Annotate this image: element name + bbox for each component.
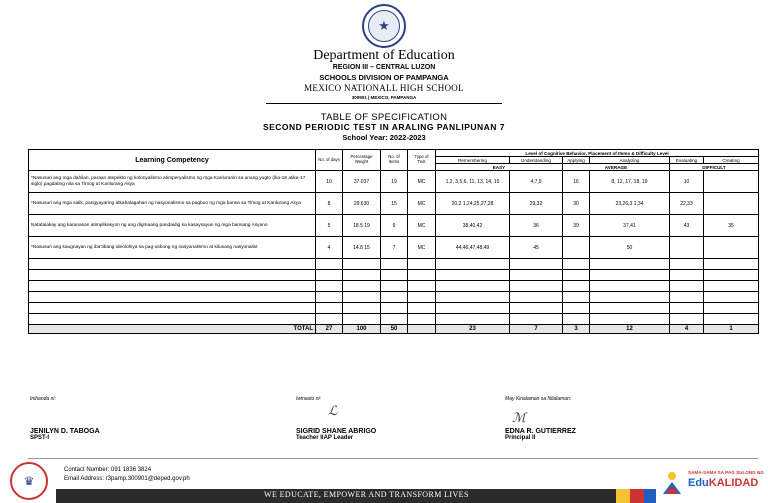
- division-name: SCHOOLS DIVISION OF PAMPANGA: [319, 73, 449, 82]
- checked-caption: Iwinasto ni:: [296, 396, 322, 402]
- signature-mark-checked: ℒ: [328, 403, 338, 418]
- row-creating: [704, 193, 759, 215]
- row-days: 10: [316, 171, 343, 193]
- row-type: MC: [408, 237, 436, 259]
- banner-stripe-blue: [644, 489, 656, 503]
- motto-banner: [56, 489, 656, 503]
- header-average: AVERAGE: [563, 164, 670, 171]
- row-type: MC: [408, 193, 436, 215]
- row-competency: Natataiakay ang karanasan atimplikasyon ng ang digmaang pandaidig sa kasaysayan ng mga bansang Asyano: [29, 215, 316, 237]
- approved-caption: May Kinalaman sa Nilalaman:: [505, 396, 572, 402]
- header-test-type: Type of Test: [408, 150, 436, 171]
- empty-row: [29, 259, 759, 270]
- region-name: REGION III – CENTRAL LUZON: [332, 64, 436, 71]
- motto-text: WE EDUCATE, EMPOWER AND TRANSFORM LIVES: [264, 490, 469, 499]
- row-analyzing: 23,26,3 1,34: [590, 193, 670, 215]
- prepared-role: SPST-I: [30, 435, 50, 441]
- signature-prepared: [30, 396, 100, 441]
- row-weight: 29.630: [343, 193, 381, 215]
- checked-name: SIGRID SHANE ABRIGO: [296, 428, 377, 435]
- total-items: 50: [381, 325, 408, 334]
- row-items: 15: [381, 193, 408, 215]
- header-applying: Applying: [563, 157, 590, 164]
- row-days: 4: [316, 237, 343, 259]
- edukalidad-mark-icon: [660, 468, 684, 496]
- header-difficult: DIFFICULT: [670, 164, 759, 171]
- edukalidad-logo: [660, 466, 764, 498]
- approved-role: Principal II: [505, 435, 536, 441]
- header-easy: EASY: [436, 164, 563, 171]
- contact-block: [64, 466, 190, 484]
- row-analyzing: 37,41: [590, 215, 670, 237]
- table-of-specification: [28, 149, 759, 334]
- document-title: TABLE OF SPECIFICATION: [320, 112, 448, 123]
- department-name: Department of Education: [313, 48, 455, 63]
- table-row: [29, 237, 759, 259]
- total-days: 27: [316, 325, 343, 334]
- row-remembering: 38,40,42: [436, 215, 510, 237]
- total-weight: 100: [343, 325, 381, 334]
- empty-row: [29, 270, 759, 281]
- row-weight: 18.5 19: [343, 215, 381, 237]
- row-days: 5: [316, 215, 343, 237]
- school-name: MEXICO NATIONALL HIGH SCHOOL: [304, 83, 464, 93]
- row-evaluating: 22,33: [670, 193, 704, 215]
- row-applying: 39: [563, 215, 590, 237]
- header-competency: Learning Competency: [29, 150, 316, 171]
- row-items: 19: [381, 171, 408, 193]
- row-weight: 37.037: [343, 171, 381, 193]
- deped-seal-logo: [362, 4, 406, 48]
- school-logo: ♛: [10, 462, 48, 500]
- row-understanding: 29,32: [510, 193, 563, 215]
- row-understanding: 45: [510, 237, 563, 259]
- header-creating: Creating: [704, 157, 759, 164]
- row-evaluating: 43: [670, 215, 704, 237]
- banner-stripe-red: [630, 489, 644, 503]
- banner-stripe-yellow: [616, 489, 630, 503]
- total-label: TOTAL: [29, 325, 316, 334]
- row-remembering: 1,2, 3,5,6, 11, 13, 14, 15: [436, 171, 510, 193]
- school-address: 300901 | MEXICO, PAMPANGA: [351, 95, 417, 100]
- header-cognitive: Level of Cognitive Behavior, Placement of Items & Difficulty Level: [436, 150, 759, 157]
- row-evaluating: 10: [670, 171, 704, 193]
- header-days: No. of days: [316, 150, 343, 171]
- row-applying: 30: [563, 193, 590, 215]
- footer-divider: [28, 458, 758, 459]
- test-title: SECOND PERIODIC TEST IN ARALING PANLIPUNAN 7: [262, 122, 506, 132]
- header-divider: [266, 103, 502, 104]
- row-items: 7: [381, 237, 408, 259]
- header-weight: Percentage Weight: [343, 150, 381, 171]
- row-evaluating: [670, 237, 704, 259]
- empty-row: [29, 292, 759, 303]
- signature-mark-approved: ℳ: [512, 410, 526, 425]
- row-analyzing: 8, 12, 17, 18, 19: [590, 171, 670, 193]
- empty-row: [29, 281, 759, 292]
- signature-checked: [296, 396, 376, 441]
- total-evaluating: 4: [670, 325, 704, 334]
- row-weight: 14.8 15: [343, 237, 381, 259]
- approved-name: EDNA R. GUTIERREZ: [505, 428, 576, 435]
- row-items: 9: [381, 215, 408, 237]
- row-analyzing: 50: [590, 237, 670, 259]
- total-remembering: 23: [436, 325, 510, 334]
- prepared-caption: Inihanda ni:: [30, 396, 56, 402]
- seal-center-icon: ★: [368, 10, 400, 42]
- row-understanding: 36: [510, 215, 563, 237]
- header-evaluating: Evaluating: [670, 157, 704, 164]
- row-type: MC: [408, 171, 436, 193]
- header-remembering: Remembering: [436, 157, 510, 164]
- contact-number: Contact Number: 091 1836 3824: [64, 467, 152, 473]
- edukalidad-wordmark: EduKALIDAD: [688, 477, 759, 489]
- empty-row: [29, 303, 759, 314]
- row-competency: *Nasusuri ang mga salik, pangyayaring atkahalagahan ng nasyonalismo sa pagbuo ng mga bansa sa Timog at Kanlurang Asya: [29, 193, 316, 215]
- total-applying: 3: [563, 325, 590, 334]
- row-creating: 35: [704, 215, 759, 237]
- school-year: School Year: 2022-2023: [342, 133, 426, 142]
- row-creating: [704, 171, 759, 193]
- total-analyzing: 12: [590, 325, 670, 334]
- row-remembering: 44,46,47,48,49: [436, 237, 510, 259]
- row-understanding: 4,7,9: [510, 171, 563, 193]
- header-items: No. of Items: [381, 150, 408, 171]
- table-row: [29, 215, 759, 237]
- table-row: [29, 193, 759, 215]
- row-applying: [563, 237, 590, 259]
- header-analyzing: Analyzing: [590, 157, 670, 164]
- prepared-name: JENILYN D. TABOGA: [30, 428, 100, 435]
- empty-row: [29, 314, 759, 325]
- total-type: [408, 325, 436, 334]
- row-competency: *Nasusuri ang kaugnayan ng iba’tibang ideolohiya sa pag-usbong ng nasyonalismo at kilusang nasyonalist: [29, 237, 316, 259]
- row-competency: *Nasusuri ang mga dahilan, paraan atepekto ng kolonyalismo atimperyalismo ng mga Kanluranin sa unang yugto (ika-16 atika-17 siglo) pagdating nila sa Timog at Kanlurang Asya: [29, 171, 316, 193]
- total-row: [29, 325, 759, 334]
- signature-approved: [505, 396, 576, 441]
- header-understanding: Understanding: [510, 157, 563, 164]
- row-type: MC: [408, 215, 436, 237]
- total-understanding: 7: [510, 325, 563, 334]
- table-row: [29, 171, 759, 193]
- row-applying: 16: [563, 171, 590, 193]
- total-creating: 1: [704, 325, 759, 334]
- edukalidad-tagline: SAMA-SAMA SA PAG SULONG NG: [688, 470, 764, 475]
- row-creating: [704, 237, 759, 259]
- row-days: 8: [316, 193, 343, 215]
- contact-email: Email Address: r3pamp.300901@deped.gov.ph: [64, 476, 190, 482]
- row-remembering: 20,2 1,24,25,27,28: [436, 193, 510, 215]
- checked-role: Teacher IIAP Leader: [296, 435, 354, 441]
